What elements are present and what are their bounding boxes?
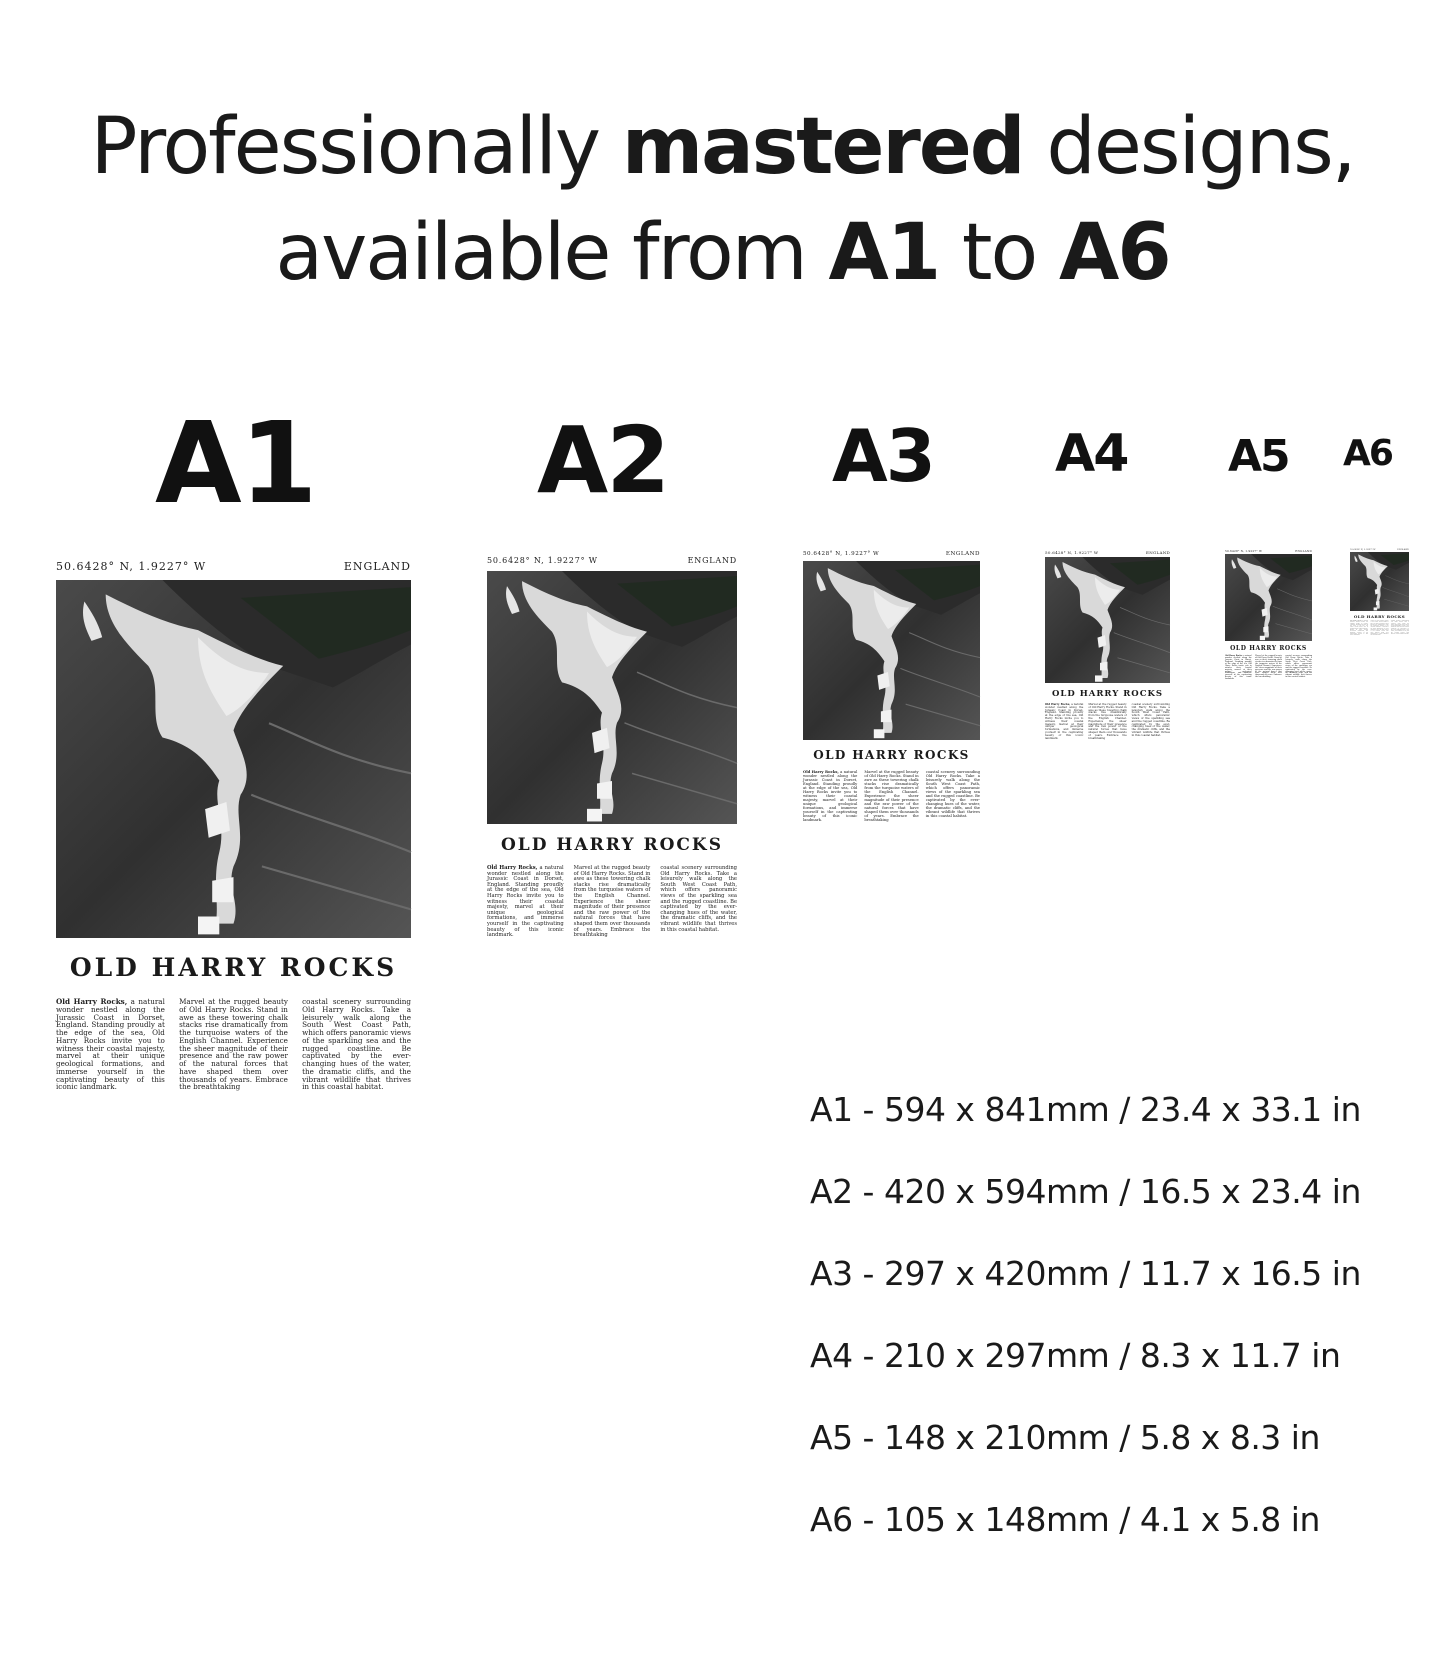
size-spec-a1: A1 - 594 x 841mm / 23.4 x 33.1 in <box>810 1090 1361 1129</box>
size-specs-list <box>810 1090 1361 1582</box>
poster-a2 <box>487 556 738 939</box>
poster-lead: Old Harry Rocks, <box>487 865 538 871</box>
poster-country: ENGLAND <box>1295 549 1312 553</box>
poster-title: OLD HARRY ROCKS <box>501 835 723 855</box>
poster-columns <box>56 997 411 1092</box>
poster-coordinates: 50.6428° N, 1.9227° W <box>487 556 598 565</box>
poster-a4 <box>1045 550 1170 740</box>
poster-lead: Old Harry Rocks, <box>1225 655 1243 657</box>
poster-country: ENGLAND <box>1397 549 1409 551</box>
size-label-a5: A5 <box>1228 431 1289 482</box>
poster-column-3: coastal scenery surrounding Old Harry Rocks. Take a leisurely walk along the South West Coast Path, which offers panoramic views of the sparkling sea and the rugged coastline. Be captivated by the ever-changing hues of the water, the dramatic cliffs, and the vibrant wildlife that thrives in this coastal habitat. <box>1390 621 1409 635</box>
poster-country: ENGLAND <box>343 560 411 573</box>
poster-column-text: a natural wonder nestled along the Jurassic Coast in Dorset, England. Standing proudly at the edge of the sea, Old Harry Rocks invite you to witness their coastal majesty, marvel at their unique geological formations, and immerse yourself in the captivating beauty of this iconic landmark. <box>1225 655 1252 681</box>
headline-line-2 <box>0 208 1445 298</box>
poster-title: OLD HARRY ROCKS <box>69 953 398 982</box>
headline-text: to <box>939 208 1060 298</box>
poster-country: ENGLAND <box>1146 550 1170 555</box>
poster-column-2: Marvel at the rugged beauty of Old Harry Rocks. Stand in awe as these towering chalk stacks rise dramatically from the turquoise waters of the English Channel. Experience the sheer magnitude of their presence and the raw power of the natural forces that have shaped them over thousands of years. Embrace the breathtaking <box>864 770 919 822</box>
poster-lead: Old Harry Rocks, <box>56 997 128 1006</box>
size-spec-a3: A3 - 297 x 420mm / 11.7 x 16.5 in <box>810 1254 1361 1293</box>
poster-lead: Old Harry Rocks, <box>1350 621 1362 622</box>
poster-meta <box>56 560 411 573</box>
poster-country: ENGLAND <box>945 551 980 557</box>
poster-column-3: coastal scenery surrounding Old Harry Rocks. Take a leisurely walk along the South West Coast Path, which offers panoramic views of the sparkling sea and the rugged coastline. Be captivated by the ever-changing hues of the water, the dramatic cliffs, and the vibrant wildlife that thrives in this coastal habitat. <box>1131 703 1170 737</box>
poster-photo <box>803 561 980 740</box>
poster-coordinates: 50.6428° N, 1.9227° W <box>803 551 880 557</box>
poster-a6 <box>1350 549 1409 635</box>
size-label-a6: A6 <box>1343 433 1392 474</box>
poster-column-1 <box>487 865 564 939</box>
poster-column-3: coastal scenery surrounding Old Harry Rocks. Take a leisurely walk along the South West Coast Path, which offers panoramic views of the sparkling sea and the rugged coastline. Be captivated by the ever-changing hues of the water, the dramatic cliffs, and the vibrant wildlife that thrives in this coastal habitat. <box>660 865 738 933</box>
poster-title: OLD HARRY ROCKS <box>813 748 970 762</box>
poster-column-1 <box>1225 655 1252 681</box>
poster-columns <box>1350 621 1409 635</box>
poster-photo <box>487 571 737 824</box>
poster-lead: Old Harry Rocks, <box>803 770 839 774</box>
poster-meta <box>487 556 737 565</box>
poster-title: OLD HARRY ROCKS <box>1353 614 1406 619</box>
poster-column-3: coastal scenery surrounding Old Harry Rocks. Take a leisurely walk along the South West Coast Path, which offers panoramic views of the sparkling sea and the rugged coastline. Be captivated by the ever-changing hues of the water, the dramatic cliffs, and the vibrant wildlife that thrives in this coastal habitat. <box>925 770 980 818</box>
poster-column-2: Marvel at the rugged beauty of Old Harry Rocks. Stand in awe as these towering chalk stacks rise dramatically from the turquoise waters of the English Channel. Experience the sheer magnitude of their presence and the raw power of the natural forces that have shaped them over thousands of years. Embrace the breathtaking <box>1255 655 1282 679</box>
headline-bold-text: A6 <box>1059 208 1170 298</box>
size-spec-a2: A2 - 420 x 594mm / 16.5 x 23.4 in <box>810 1172 1361 1211</box>
poster-column-1 <box>56 997 165 1092</box>
poster-columns <box>1045 703 1170 740</box>
poster-column-2: Marvel at the rugged beauty of Old Harry Rocks. Stand in awe as these towering chalk stacks rise dramatically from the turquoise waters of the English Channel. Experience the sheer magnitude of their presence and the raw power of the natural forces that have shaped them over thousands of years. Embrace the breathtaking <box>573 865 651 939</box>
poster-a3 <box>803 551 980 822</box>
poster-column-text: a natural wonder nestled along the Jurassic Coast in Dorset, England. Standing proudly at the edge of the sea, Old Harry Rocks invite you to witness their coastal majesty, marvel at their unique geological formations, and immerse yourself in the captivating beauty of this iconic landmark. <box>1350 621 1369 637</box>
size-label-a2: A2 <box>537 407 669 514</box>
poster-column-2: Marvel at the rugged beauty of Old Harry Rocks. Stand in awe as these towering chalk stacks rise dramatically from the turquoise waters of the English Channel. Experience the sheer magnitude of their presence and the raw power of the natural forces that have shaped them over thousands of years. Embrace the breathtaking <box>1370 621 1389 637</box>
poster-meta <box>1350 549 1409 551</box>
poster-columns <box>487 865 738 939</box>
poster-title: OLD HARRY ROCKS <box>1052 689 1163 699</box>
poster-a1 <box>56 560 411 1092</box>
poster-photo <box>1045 557 1170 683</box>
size-spec-a4: A4 - 210 x 297mm / 8.3 x 11.7 in <box>810 1336 1341 1375</box>
poster-column-3: coastal scenery surrounding Old Harry Rocks. Take a leisurely walk along the South West Coast Path, which offers panoramic views of the sparkling sea and the rugged coastline. Be captivated by the ever-changing hues of the water, the dramatic cliffs, and the vibrant wildlife that thrives in this coastal habitat. <box>1285 655 1312 679</box>
poster-coordinates: 50.6428° N, 1.9227° W <box>56 560 207 573</box>
headline-bold-text: mastered <box>621 102 1024 192</box>
size-label-a3: A3 <box>832 414 934 498</box>
poster-meta <box>1045 550 1170 555</box>
poster-column-text: a natural wonder nestled along the Jurassic Coast in Dorset, England. Standing proudly at the edge of the sea, Old Harry Rocks invite you to witness their coastal majesty, marvel at their unique geological formations, and immerse yourself in the captivating beauty of this iconic landmark. <box>803 770 858 822</box>
poster-photo <box>56 580 411 938</box>
poster-column-text: a natural wonder nestled along the Jurassic Coast in Dorset, England. Standing proudly at the edge of the sea, Old Harry Rocks invite you to witness their coastal majesty, marvel at their unique geological formations, and immerse yourself in the captivating beauty of this iconic landmark. <box>1045 703 1084 740</box>
size-spec-a6: A6 - 105 x 148mm / 4.1 x 5.8 in <box>810 1500 1320 1539</box>
headline-bold-text: A1 <box>828 208 940 298</box>
poster-meta <box>1225 549 1312 553</box>
poster-lead: Old Harry Rocks, <box>1045 703 1071 706</box>
poster-column-text: a natural wonder nestled along the Jurassic Coast in Dorset, England. Standing proudly at the edge of the sea, Old Harry Rocks invite you to witness their coastal majesty, marvel at their unique geological formations, and immerse yourself in the captivating beauty of this iconic landmark. <box>487 865 564 939</box>
headline-line-1 <box>0 102 1445 192</box>
size-spec-a5: A5 - 148 x 210mm / 5.8 x 8.3 in <box>810 1418 1320 1457</box>
poster-country: ENGLAND <box>687 556 737 565</box>
headline-text: available from <box>275 208 829 298</box>
poster-coordinates: 50.6428° N, 1.9227° W <box>1350 549 1376 551</box>
headline-text: Professionally <box>90 102 622 192</box>
size-label-a4: A4 <box>1055 424 1128 484</box>
poster-title: OLD HARRY ROCKS <box>1230 645 1307 652</box>
poster-coordinates: 50.6428° N, 1.9227° W <box>1225 549 1263 553</box>
poster-coordinates: 50.6428° N, 1.9227° W <box>1045 550 1099 555</box>
poster-column-2: Marvel at the rugged beauty of Old Harry Rocks. Stand in awe as these towering chalk stacks rise dramatically from the turquoise waters of the English Channel. Experience the sheer magnitude of their presence and the raw power of the natural forces that have shaped them over thousands of years. Embrace the breathtaking <box>179 997 288 1092</box>
poster-column-1 <box>1045 703 1084 740</box>
poster-column-1 <box>1350 621 1368 635</box>
poster-meta <box>803 551 980 557</box>
size-label-a1: A1 <box>155 399 316 529</box>
poster-column-2: Marvel at the rugged beauty of Old Harry Rocks. Stand in awe as these towering chalk stacks rise dramatically from the turquoise waters of the English Channel. Experience the sheer magnitude of their presence and the raw power of the natural forces that have shaped them over thousands of years. Embrace the breathtaking <box>1088 703 1127 740</box>
poster-columns <box>1225 655 1312 681</box>
poster-column-1 <box>803 770 858 822</box>
poster-column-3: coastal scenery surrounding Old Harry Rocks. Take a leisurely walk along the South West Coast Path, which offers panoramic views of the sparkling sea and the rugged coastline. Be captivated by the ever-changing hues of the water, the dramatic cliffs, and the vibrant wildlife that thrives in this coastal habitat. <box>302 997 411 1092</box>
poster-photo <box>1350 552 1409 611</box>
poster-photo <box>1225 554 1312 641</box>
headline-text: designs, <box>1023 102 1355 192</box>
poster-column-text: a natural wonder nestled along the Jurassic Coast in Dorset, England. Standing proudly at the edge of the sea, Old Harry Rocks invite you to witness their coastal majesty, marvel at their unique geological formations, and immerse yourself in the captivating beauty of this iconic landmark. <box>56 997 165 1092</box>
poster-columns <box>803 770 980 822</box>
poster-a5 <box>1225 549 1312 681</box>
